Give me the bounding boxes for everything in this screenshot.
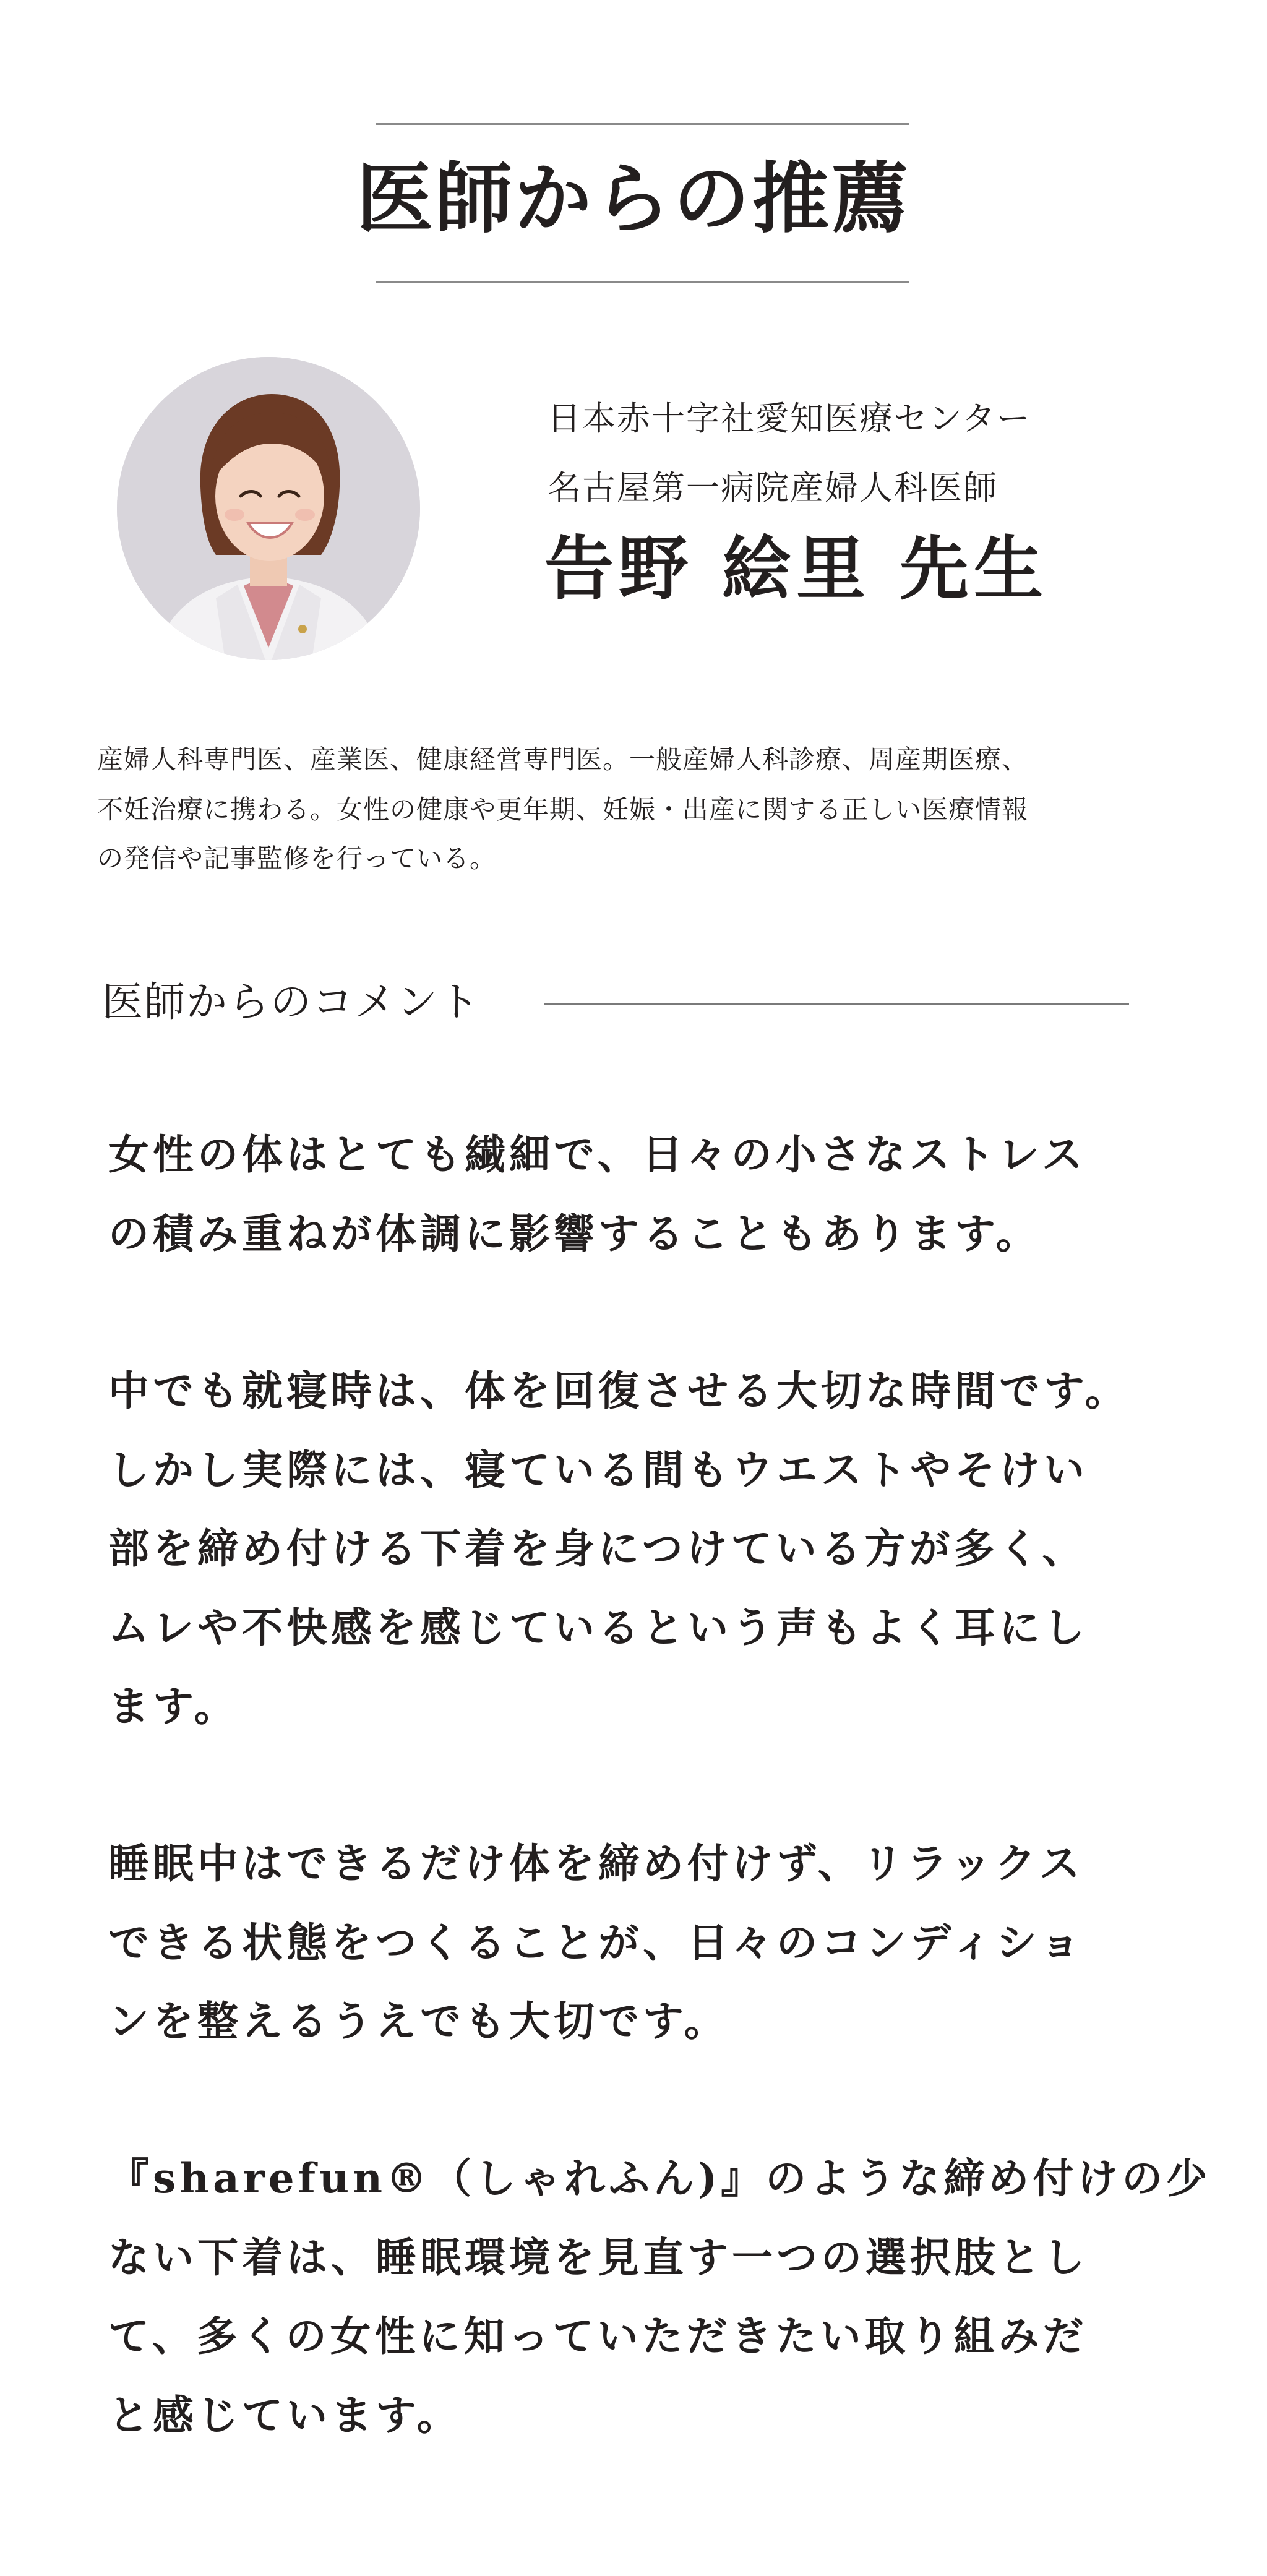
comment-line: しかし実際には、寝ている間もウエストやそけい: [108, 1446, 1088, 1494]
comment-line: ない下着は、睡眠環境を見直す一つの選択肢とし: [108, 2233, 1088, 2282]
comment-section-heading: 医師からのコメント: [102, 978, 481, 1026]
doctor-portrait-icon: [117, 357, 420, 660]
comment-line: 部を締め付ける下着を身につけている方が多く、: [108, 1524, 1087, 1573]
comment-line: 女性の体はとても繊細で、日々の小さなストレス: [108, 1130, 1086, 1179]
title-top-rule: [376, 123, 909, 125]
bio-line: 不妊治療に携わる。女性の健康や更年期、妊娠・出産に関する正しい医療情報: [97, 794, 1029, 825]
comment-line: ンを整えるうえでも大切です。: [108, 1997, 729, 2045]
page-title: 医師からの推薦: [356, 154, 911, 244]
doctor-affiliation-line2: 名古屋第一病院産婦人科医師: [548, 468, 998, 507]
title-bottom-rule: [376, 281, 909, 283]
comment-line: と感じています。: [108, 2391, 462, 2439]
bio-line: の発信や記事監修を行っている。: [97, 843, 497, 874]
comment-line: できる状態をつくることが、日々のコンディショ: [108, 1918, 1084, 1967]
comment-line: て、多くの女性に知っていただきたい取り組みだ: [108, 2312, 1088, 2360]
comment-line: 睡眠中はできるだけ体を締め付けず、リラックス: [108, 1839, 1084, 1887]
comment-line: 『sharefun®（しゃれふん)』のような締め付けの少: [108, 2154, 1211, 2202]
comment-line: ます。: [108, 1682, 239, 1730]
doctor-name: 告野 絵里 先生: [544, 529, 1048, 609]
doctor-affiliation-line1: 日本赤十字社愛知医療センター: [548, 399, 1031, 438]
comment-line: 中でも就寝時は、体を回復させる大切な時間です。: [108, 1367, 1130, 1415]
bio-line: 産婦人科専門医、産業医、健康経営専門医。一般産婦人科診療、周産期医療、: [97, 744, 1029, 775]
comment-section-rule: [544, 1003, 1129, 1005]
comment-line: の積み重ねが体調に影響することもあります。: [108, 1209, 1041, 1258]
doctor-photo: [117, 357, 420, 660]
comment-line: ムレや不快感を感じているという声もよく耳にし: [108, 1604, 1088, 1652]
